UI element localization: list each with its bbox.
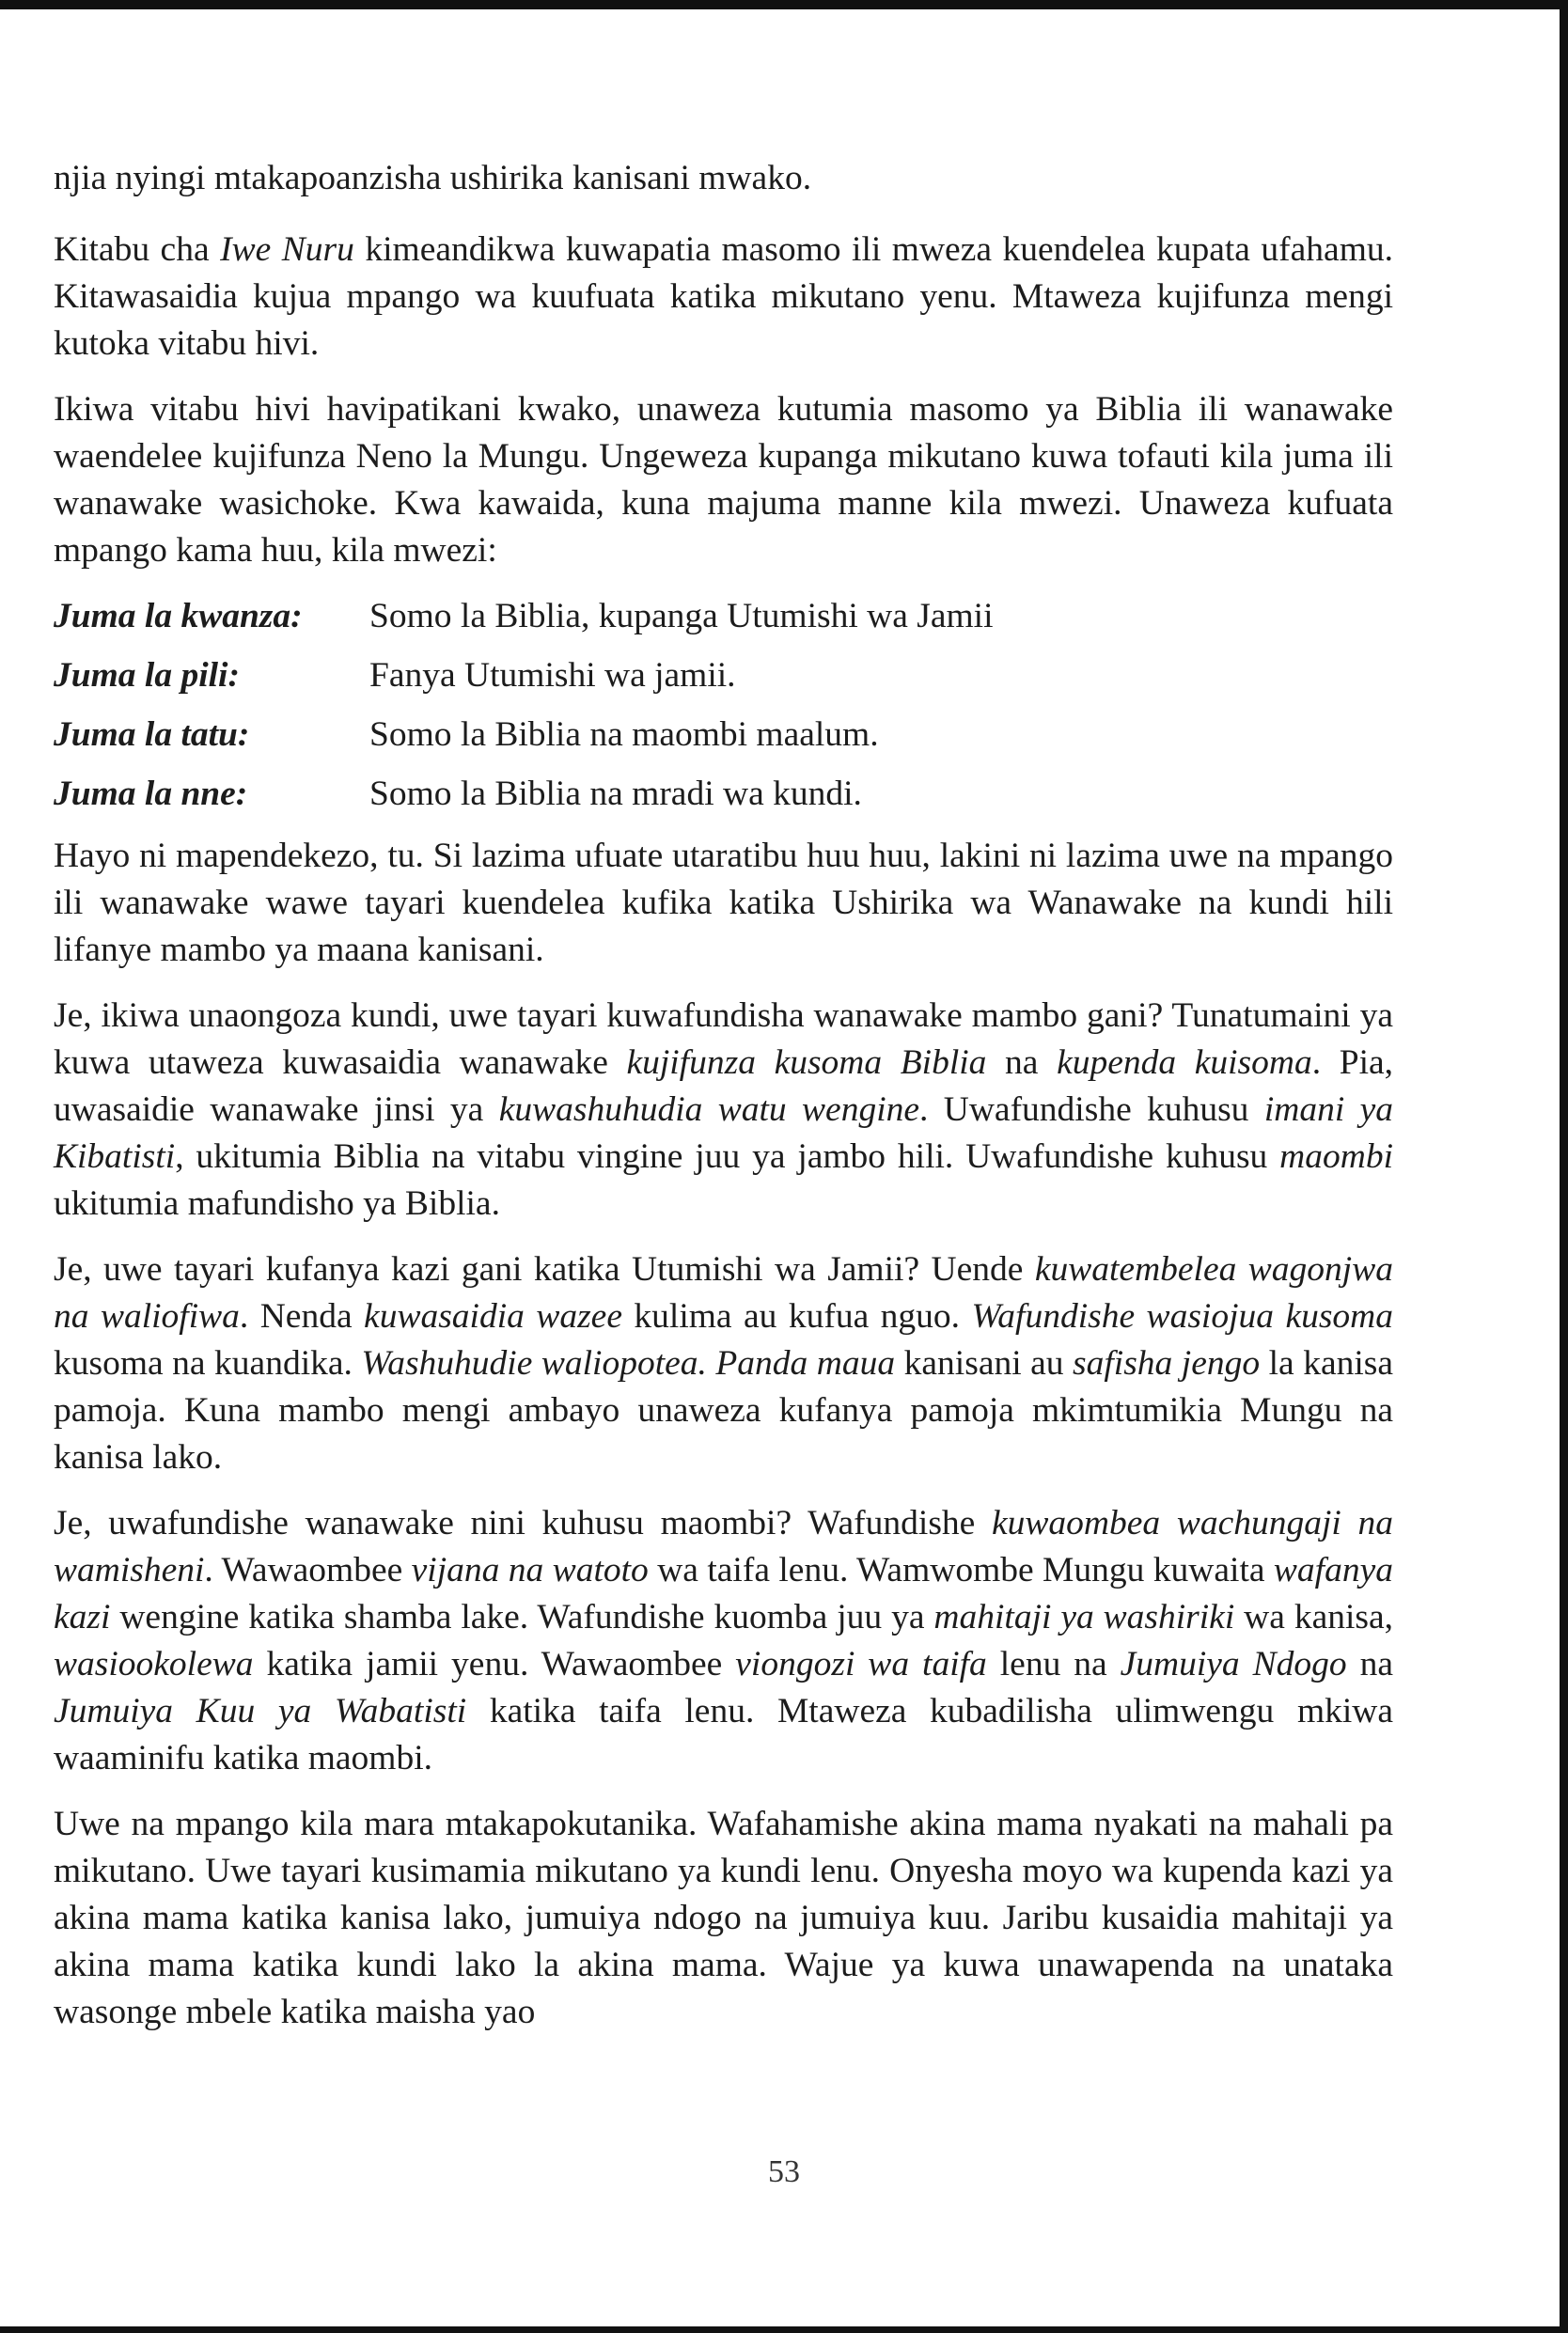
paragraph-suggestions: Hayo ni mapendekezo, tu. Si lazima ufuate utaratibu huu huu, lakini ni lazima uwe na mpango ili wanawake wawe tayari kuendelea kufika katika Ushirika wa Wanawake na kundi hili lifanye mambo ya maana kanisani. [54,837,1393,969]
text: . Uwafundishe kuhusu [919,1090,1264,1129]
emphasis: kujifunza kusoma Biblia [626,1043,987,1082]
text: na [1346,1645,1393,1683]
paragraph-teaching [54,993,1393,1228]
text: kusoma na kuandika. [54,1344,362,1383]
scan-edge-top [0,0,1568,9]
emphasis: maombi [1279,1137,1393,1176]
text: , ukitumia Biblia na vitabu vingine juu ya jambo hili. Uwafundishe kuhusu [175,1137,1280,1176]
emphasis: safisha jengo [1073,1344,1261,1383]
emphasis: kuwasaidia wazee [364,1297,622,1336]
emphasis: Jumuiya Kuu ya Wabatisti [54,1692,467,1730]
schedule-activity: Somo la Biblia, kupanga Utumishi wa Jamii [369,597,994,635]
text: kimeandikwa kuwapatia masomo ili mweza kuendelea kupata ufahamu. Kitawasaidia kujua mpango wa kuufuata katika mikutano yenu. Mtaweza kujifunza mengi kutoka vitabu hivi. [54,230,1393,363]
text: wengine katika shamba lake. Wafundishe kuomba juu ya [110,1598,934,1636]
schedule-row [54,771,1393,818]
emphasis: Wafundishe wasiojua kusoma [971,1297,1394,1336]
monthly-schedule [54,593,1393,818]
text: . Nenda [239,1297,365,1336]
emphasis: imani ya Kibatisti [54,1090,1393,1176]
scan-edge-right [1560,0,1568,2333]
emphasis: Washuhudie waliopotea. Panda maua [361,1344,896,1383]
schedule-week: Juma la nne: [54,775,248,813]
text: katika taifa lenu. Mtaweza kubadilisha ulimwengu mkiwa waaminifu katika maombi. [54,1692,1394,1777]
text: Je, uwe tayari kufanya kazi gani katika Utumishi wa Jamii? Uende [54,1250,1035,1289]
emphasis: wafanya kazi [54,1551,1393,1636]
text: wa kanisa, [1234,1598,1393,1636]
schedule-activity: Fanya Utumishi wa jamii. [369,656,736,695]
schedule-row [54,712,1393,759]
text: . Wawaombee [204,1551,412,1589]
text: kulima au kufua nguo. [621,1297,972,1336]
schedule-week: Juma la kwanza: [54,597,303,635]
text: na [986,1043,1058,1082]
text: Je, ikiwa unaongoza kundi, uwe tayari kuwafundisha wanawake mambo gani? Tunatumaini ya kuwa utaweza kuwasaidia wanawake [54,996,1393,1082]
emphasis: kuwatembelea wagonjwa na waliofiwa [54,1250,1393,1336]
emphasis: Jumuiya Ndogo [1120,1645,1347,1683]
text: Kitabu cha [54,230,221,269]
emphasis: viongozi wa taifa [735,1645,987,1683]
text: kanisani au [895,1344,1074,1383]
paragraph-continuation: njia nyingi mtakapoanzisha ushirika kanisani mwako. [54,159,812,197]
emphasis: mahitaji ya washiriki [933,1598,1235,1636]
emphasis: vijana na watoto [411,1551,649,1589]
text: wa taifa lenu. Wamwombe Mungu kuwaita [648,1551,1274,1589]
emphasis: kuwashuhudia watu wengine [498,1090,920,1129]
page-body [54,155,1393,2055]
text: ukitumia mafundisho ya Biblia. [54,1184,500,1223]
paragraph-iwe-nuru [54,227,1393,368]
text: katika jamii yenu. Wawaombee [253,1645,736,1683]
paragraph-prayer [54,1500,1393,1782]
text: Je, uwafundishe wanawake nini kuhusu maombi? Wafundishe [54,1504,992,1542]
paragraph-bible-lessons: Ikiwa vitabu hivi havipatikani kwako, unaweza kutumia masomo ya Biblia ili wanawake waendelee kujifunza Neno la Mungu. Ungeweza kupanga mikutano kuwa tofauti kila juma ili wanawake wasichoke. Kwa kawaida, kuna majuma manne kila mwezi. Unaweza kufuata mpango kama huu, kila mwezi: [54,390,1393,570]
scan-edge-bottom [0,2326,1568,2333]
schedule-row [54,652,1393,699]
schedule-week: Juma la tatu: [54,715,250,754]
paragraph-community-service [54,1246,1393,1481]
schedule-activity: Somo la Biblia na maombi maalum. [369,715,879,754]
page-number: 53 [768,2154,800,2189]
text: la kanisa pamoja. Kuna mambo mengi ambayo unaweza kufanya pamoja mkimtumikia Mungu na kanisa lako. [54,1344,1393,1477]
book-title: Iwe Nuru [220,230,354,269]
emphasis: kupenda kuisoma [1057,1043,1312,1082]
text: . Pia, uwasaidie wanawake jinsi ya [54,1043,1394,1129]
schedule-row [54,593,1393,640]
text: lenu na [986,1645,1121,1683]
paragraph-planning: Uwe na mpango kila mara mtakapokutanika. Wafahamishe akina mama nyakati na mahali pa mikutano. Uwe tayari kusimamia mikutano ya kundi lenu. Onyesha moyo wa kupenda kazi ya akina mama katika kanisa lako, jumuiya ndogo na jumuiya kuu. Jaribu kusaidia mahitaji ya akina mama katika kundi lako la akina mama. Wajue ya kuwa unawapenda na unataka wasonge mbele katika maisha yao [54,1805,1393,2031]
schedule-activity: Somo la Biblia na mradi wa kundi. [369,775,862,813]
schedule-week: Juma la pili: [54,656,240,695]
emphasis: wasiookolewa [54,1645,254,1683]
emphasis: kuwaombea wachungaji na wamisheni [54,1504,1393,1589]
